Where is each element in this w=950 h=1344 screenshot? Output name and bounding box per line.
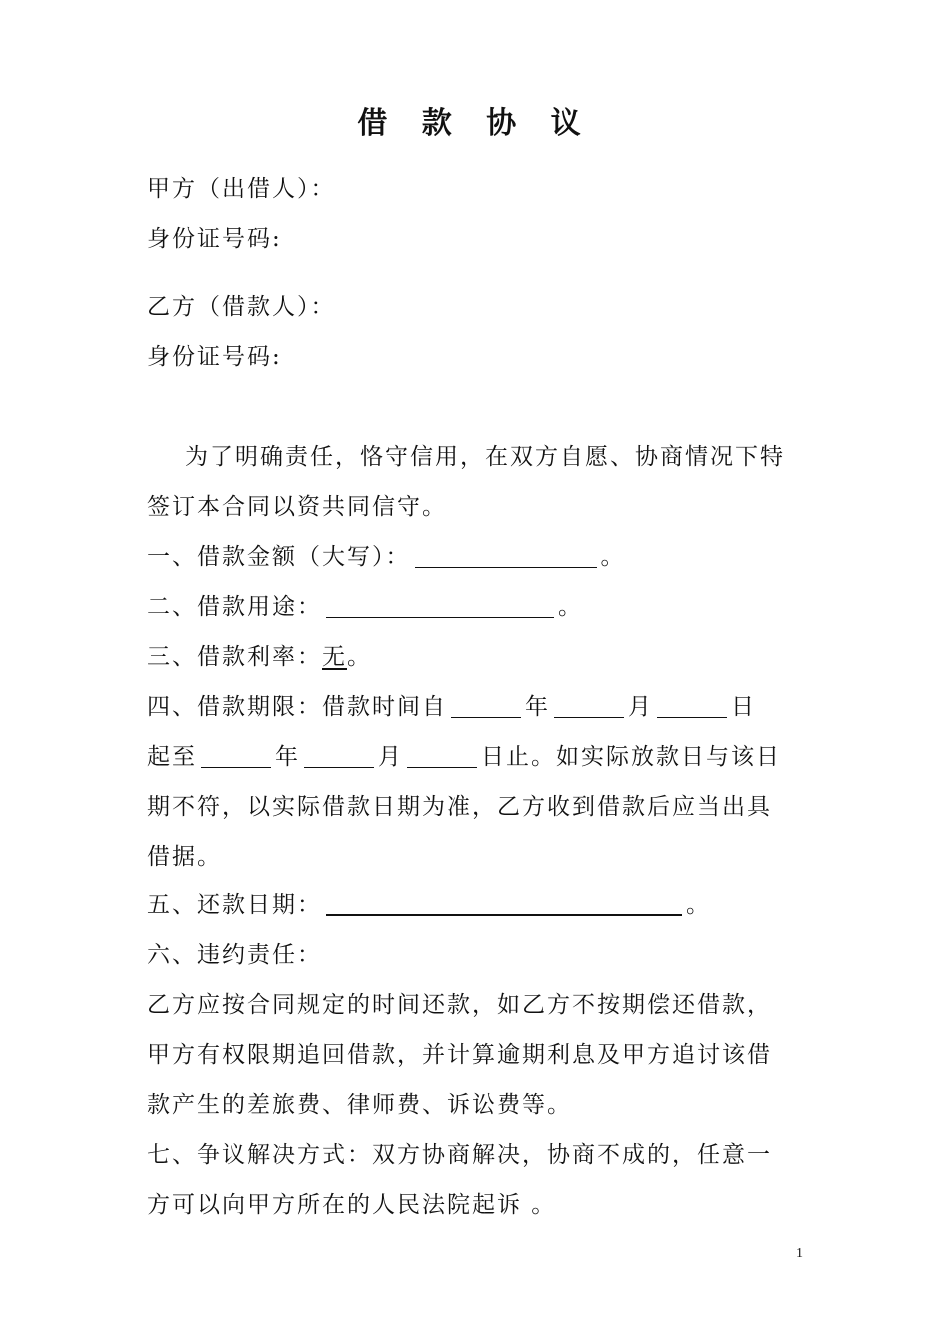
month-label: 月: [628, 694, 653, 720]
clause-4-label: 四、借款期限：借款时间自: [147, 694, 447, 720]
intro-line-2: 签订本合同以资共同信守。: [147, 494, 447, 520]
clause-2-label: 二、借款用途：: [147, 594, 322, 620]
intro-line-1: 为了明确责任，恪守信用，在双方自愿、协商情况下特: [185, 444, 785, 470]
clause-6-line-1: 乙方应按合同规定的时间还款，如乙方不按期偿还借款，: [147, 992, 772, 1018]
from-to-label: 起至: [147, 744, 197, 770]
clause-3-suffix: 。: [347, 644, 372, 670]
clause-1-suffix: 。: [600, 544, 626, 570]
document-title: 借 款 协 议: [357, 106, 593, 141]
end-year-blank[interactable]: [201, 741, 271, 768]
amount-blank[interactable]: [415, 541, 597, 568]
year-label: 年: [525, 694, 550, 720]
clause-6-label: 六、违约责任：: [147, 942, 322, 968]
purpose-blank[interactable]: [326, 591, 554, 618]
end-month-label: 月: [378, 744, 403, 770]
clause-7-line-1: 七、争议解决方式：双方协商解决，协商不成的，任意一: [147, 1142, 772, 1168]
clause-4-end: 日止。如实际放款日与该日: [481, 744, 781, 770]
clause-4-line-1: [147, 690, 756, 724]
start-day-blank[interactable]: [657, 691, 727, 718]
clause-4-line-2: [147, 740, 781, 774]
clause-2-suffix: 。: [558, 594, 583, 620]
clause-1-label: 一、借款金额（大写）：: [147, 544, 411, 570]
clause-6-line-3: 款产生的差旅费、律师费、诉讼费等。: [147, 1092, 572, 1118]
start-month-blank[interactable]: [554, 691, 624, 718]
clause-5: [147, 888, 711, 922]
clause-5-suffix: 。: [686, 892, 711, 918]
clause-5-label: 五、还款日期：: [147, 892, 322, 918]
clause-2: [147, 590, 583, 624]
clause-4-line-3: 期不符，以实际借款日期为准，乙方收到借款后应当出具: [147, 794, 772, 820]
clause-3-label: 三、借款利率：: [147, 644, 322, 670]
clause-3: [147, 640, 372, 674]
end-day-blank[interactable]: [407, 741, 477, 768]
repay-date-blank[interactable]: [326, 888, 682, 916]
day-label: 日: [731, 694, 756, 720]
party-b-id-label: 身份证号码:: [147, 344, 282, 370]
end-year-label: 年: [275, 744, 300, 770]
clause-4-line-4: 借据。: [147, 844, 222, 870]
interest-rate-value: 无: [322, 644, 347, 670]
end-month-blank[interactable]: [304, 741, 374, 768]
clause-1: [147, 540, 626, 574]
party-b-label: 乙方（借款人）：: [147, 294, 336, 320]
clause-6-line-2: 甲方有权限期追回借款，并计算逾期利息及甲方追讨该借: [147, 1042, 772, 1068]
page-number: 1: [796, 1246, 803, 1261]
clause-7-line-2: 方可以向甲方所在的人民法院起诉 。: [147, 1192, 557, 1218]
party-a-label: 甲方（出借人）：: [147, 176, 336, 202]
party-a-id-label: 身份证号码:: [147, 226, 282, 252]
start-year-blank[interactable]: [451, 691, 521, 718]
